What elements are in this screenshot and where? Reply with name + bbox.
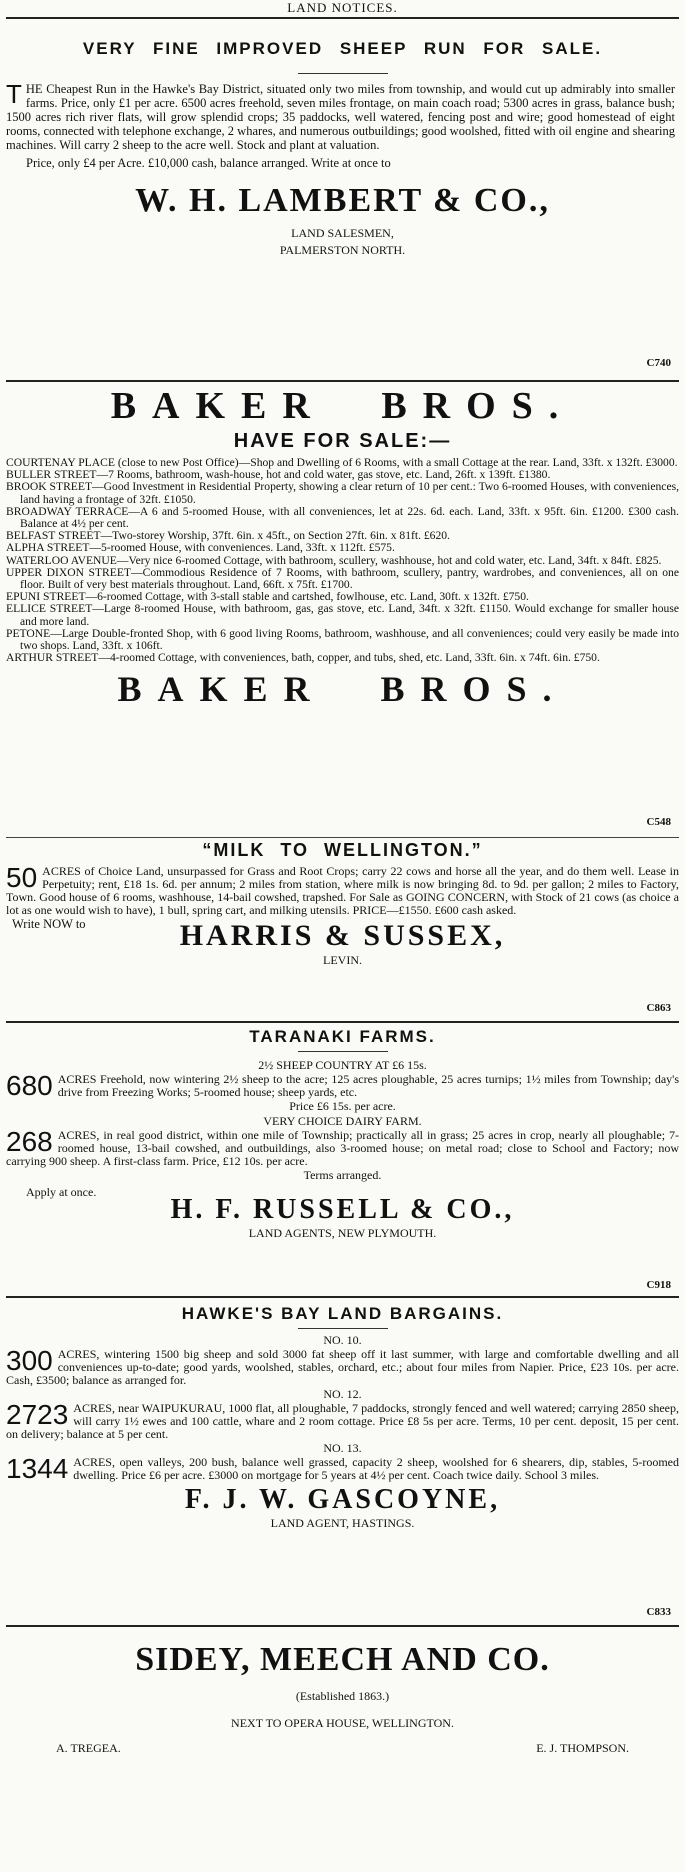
gascoyne-firm-name: F. J. W. GASCOYNE, bbox=[184, 1484, 501, 1515]
advert-reference: C863 bbox=[646, 1002, 671, 1014]
lambert-role: LAND SALESMEN, bbox=[291, 226, 394, 240]
russell-headline: TARANAKI FARMS. bbox=[249, 1027, 436, 1046]
divider bbox=[6, 1625, 679, 1627]
sidey-firm-name: SIDEY, MEECH AND CO. bbox=[135, 1641, 550, 1678]
russell-apply: Apply at once. bbox=[26, 1185, 97, 1199]
gascoyne-item-no: NO. 13. bbox=[323, 1441, 362, 1455]
divider bbox=[6, 1296, 679, 1298]
gascoyne-listing-text: ACRES, near WAIPUKURAU, 1000 flat, all ploughable, 7 paddocks, strongly fenced and well watered; carrying 2850 sheep, will carry 1½ ewes and 100 cattle, whare and 2 room cottage. Price £8 5s per acre. Terms, 10 per cent. deposit, 15 per cent. on delivery; balance at 5 per cent. bbox=[6, 1401, 679, 1441]
list-item: ALPHA STREET—5-roomed House, with conveniences. Land, 33ft. x 112ft. £575. bbox=[6, 541, 395, 555]
lambert-place: PALMERSTON NORTH. bbox=[279, 243, 406, 257]
lambert-body-text: HE Cheapest Run in the Hawke's Bay District, situated only two miles from township, and would cut up admirably into smaller farms. Price, only £1 per acre. 6500 acres freehold, seven miles frontage, on main coach road; 5300 acres in grass, balance bush; 1500 acres rich river flats, will grow splendid crops; 35 paddocks, well watered, fencing post and wire; good homestead of eight rooms, connected with telephone exchange, 2 whares, and numerous outbuildings; good woolshed, fitted with oil engine and shearing machines. Will carry 2 sheep to the acre well. Stock and plant at valuation. bbox=[6, 82, 675, 152]
list-item: PETONE—Large Double-fronted Shop, with 6 good living Rooms, bathroom, washhouse, and all conveniences; could very easily be made into two shops. Land, 33ft. x 106ft. bbox=[6, 626, 679, 653]
lambert-headline: VERY FINE IMPROVED SHEEP RUN FOR SALE. bbox=[82, 39, 603, 58]
advert-reference: C740 bbox=[646, 357, 671, 369]
russell-terms: Terms arranged. bbox=[303, 1168, 382, 1182]
divider bbox=[298, 1051, 388, 1052]
advert-reference: C833 bbox=[646, 1606, 671, 1618]
list-item: ARTHUR STREET—4-roomed Cottage, with conveniences, bath, copper, and tubs, shed, etc. Land, 33ft. 6in. x 74ft. 6in. £750. bbox=[6, 651, 600, 665]
russell-subheading-sheep: 2½ SHEEP COUNTRY AT £6 15s. bbox=[258, 1058, 427, 1072]
divider bbox=[6, 837, 679, 838]
divider bbox=[6, 380, 679, 382]
list-item: BELFAST STREET—Two-storey Worship, 37ft. 6in. x 45ft., on Section 27ft. 6in. x 81ft. £620. bbox=[6, 529, 450, 543]
harris-body-paragraph bbox=[6, 862, 679, 917]
russell-body-268: ACRES, in real good district, within one mile of Township; practically all in grass; 25 acres in crop, nearly all ploughable; 7-roomed house, 13-bail cowshed, and outbuildings, also 3-roomed house; on metal road; close to School and Factory; now carrying 900 sheep. A first-class farm. Price, £12 10s. per acre. bbox=[6, 1128, 679, 1168]
harris-advert bbox=[6, 840, 679, 1020]
harris-write-line: Write NOW to bbox=[12, 917, 86, 931]
section-header: LAND NOTICES. bbox=[287, 0, 398, 15]
lambert-advert bbox=[6, 39, 679, 379]
acreage-number: 680 bbox=[6, 1070, 53, 1101]
advert-reference: C548 bbox=[646, 816, 671, 828]
gascoyne-advert bbox=[6, 1304, 679, 1624]
partner-name-right: E. J. THOMPSON. bbox=[536, 1741, 629, 1755]
divider bbox=[6, 17, 679, 19]
lambert-price-line: Price, only £4 per Acre. £10,000 cash, balance arranged. Write at once to bbox=[26, 156, 391, 170]
baker-listings bbox=[6, 457, 679, 664]
harris-place: LEVIN. bbox=[323, 953, 362, 967]
gascoyne-headline: HAWKE'S BAY LAND BARGAINS. bbox=[181, 1304, 504, 1323]
list-item: BROOK STREET—Good Investment in Residential Property, showing a clear return of 10 per cent.: Two 6-roomed Houses, with conveniences, land having a frontage of 32ft. £1050. bbox=[6, 480, 679, 506]
partner-name-left: A. TREGEA. bbox=[56, 1741, 121, 1755]
russell-advert bbox=[6, 1027, 679, 1295]
list-item: COURTENAY PLACE (close to new Post Office)—Shop and Dwelling of 6 Rooms, with a small Cottage at the rear. Land, 33ft. x 132ft. £3000. bbox=[6, 456, 678, 469]
russell-price-680: Price £6 15s. per acre. bbox=[289, 1099, 396, 1113]
list-item: BULLER STREET—7 Rooms, bathroom, wash-house, hot and cold water, gas stove, etc. Land, 26ft. x 139ft. £1380. bbox=[6, 468, 551, 482]
sidey-address: NEXT TO OPERA HOUSE, WELLINGTON. bbox=[231, 1716, 454, 1730]
russell-listing-268 bbox=[6, 1126, 679, 1168]
gascoyne-item-no: NO. 12. bbox=[323, 1387, 362, 1401]
list-item: ELLICE STREET—Large 8-roomed House, with bathroom, gas, gas stove, etc. Land, 34ft. x 32ft. £1150. Would exchange for smaller house and more land. bbox=[6, 602, 679, 628]
sidey-advert bbox=[6, 1641, 679, 1831]
baker-firm-name-bottom: BAKER BROS. bbox=[117, 669, 568, 710]
drop-cap: T bbox=[6, 79, 22, 109]
advert-reference: C918 bbox=[646, 1279, 671, 1291]
harris-headline: “MILK TO WELLINGTON.” bbox=[202, 840, 483, 860]
gascoyne-item-no: NO. 10. bbox=[323, 1333, 362, 1347]
acreage-number: 50 bbox=[6, 862, 38, 893]
gascoyne-listing-text: ACRES, open valleys, 200 bush, balance well grassed, capacity 2 sheep, woolshed for 6 shearers, dip, stables, 5-roomed dwelling. Price £6 per acre. £3000 on mortgage for 5 years at 4½ per cent. Coach twice daily. School 3 miles. bbox=[73, 1455, 679, 1482]
list-item: WATERLOO AVENUE—Very nice 6-roomed Cottage, with bathroom, scullery, washhouse, hot and cold water, etc. Land, 34ft. x 84ft. £825. bbox=[6, 553, 662, 567]
russell-firm-name: H. F. RUSSELL & CO., bbox=[170, 1194, 515, 1225]
gascoyne-listing bbox=[6, 1345, 679, 1387]
lambert-firm-name: W. H. LAMBERT & CO., bbox=[135, 182, 550, 219]
harris-body-text: ACRES of Choice Land, unsurpassed for Grass and Root Crops; carry 22 cows and horse all the year, and do them well. Lease in Perpetuity; rent, £18 1s. 6d. per annum; 2 miles from station, where milk is now bringing 8d. to 9d. per gallon; 2 miles to Factory, Town. Good house of 6 rooms, washhouse, 14-bail cowshed, trapshed. For Sale as GOING CONCERN, with Stock of 21 cows (as choice a lot as one would wish to have), 1 bull, spring cart, and milking utensils. PRICE—£1550. £600 cash asked. bbox=[6, 864, 679, 917]
baker-firm-name-top: BAKER BROS. bbox=[110, 385, 575, 427]
acreage-number: 300 bbox=[6, 1345, 53, 1376]
list-item: EPUNI STREET—6-roomed Cottage, with 3-stall stable and cartshed, fowlhouse, etc. Land, 30ft. x 132ft. £750. bbox=[6, 590, 529, 604]
divider bbox=[298, 73, 388, 74]
acreage-number: 2723 bbox=[6, 1399, 69, 1430]
gascoyne-listing bbox=[6, 1453, 679, 1484]
gascoyne-listing-text: ACRES, wintering 1500 big sheep and sold 3000 fat sheep off it last summer, with large and comfortable dwelling and all conveniences up-to-date; good yards, woolshed, stables, orchard, etc.; about four miles from Napier. Price, £23 10s. per acre. Cash, £3500; balance as arranged for. bbox=[6, 1347, 679, 1387]
sidey-established: (Established 1863.) bbox=[295, 1689, 390, 1703]
lambert-body-paragraph bbox=[6, 79, 679, 152]
gascoyne-place: LAND AGENT, HASTINGS. bbox=[270, 1516, 415, 1530]
acreage-number: 268 bbox=[6, 1126, 53, 1157]
list-item: UPPER DIXON STREET—Commodious Residence of 7 Rooms, with bathroom, scullery, pantry, wardrobes, and conveniences, all on one floor. Built of very best materials throughout. Land, 66ft. x 75ft. £1700. bbox=[6, 565, 679, 592]
baker-subtitle: HAVE FOR SALE:— bbox=[233, 430, 452, 452]
sidey-partners bbox=[6, 1741, 679, 1756]
divider bbox=[298, 1328, 388, 1329]
list-item: BROADWAY TERRACE—A 6 and 5-roomed House, with all conveniences, let at 22s. 6d. each. Land, 33ft. x 95ft. 6in. £1200. £300 cash. Balance at 4½ per cent. bbox=[6, 504, 679, 531]
gascoyne-listing bbox=[6, 1399, 679, 1441]
russell-listing-680 bbox=[6, 1070, 679, 1101]
harris-firm-name: HARRIS & SUSSEX, bbox=[179, 919, 506, 952]
baker-advert bbox=[6, 384, 679, 836]
russell-place: LAND AGENTS, NEW PLYMOUTH. bbox=[248, 1226, 437, 1240]
russell-subheading-dairy: VERY CHOICE DAIRY FARM. bbox=[263, 1114, 422, 1128]
acreage-number: 1344 bbox=[6, 1453, 69, 1484]
russell-body-680: ACRES Freehold, now wintering 2½ sheep to the acre; 125 acres ploughable, 25 acres turnips; 1½ miles from Township; day's drive from Freezing Works; 5-roomed house; sheep yards, etc. bbox=[57, 1072, 679, 1099]
divider bbox=[6, 1021, 679, 1023]
